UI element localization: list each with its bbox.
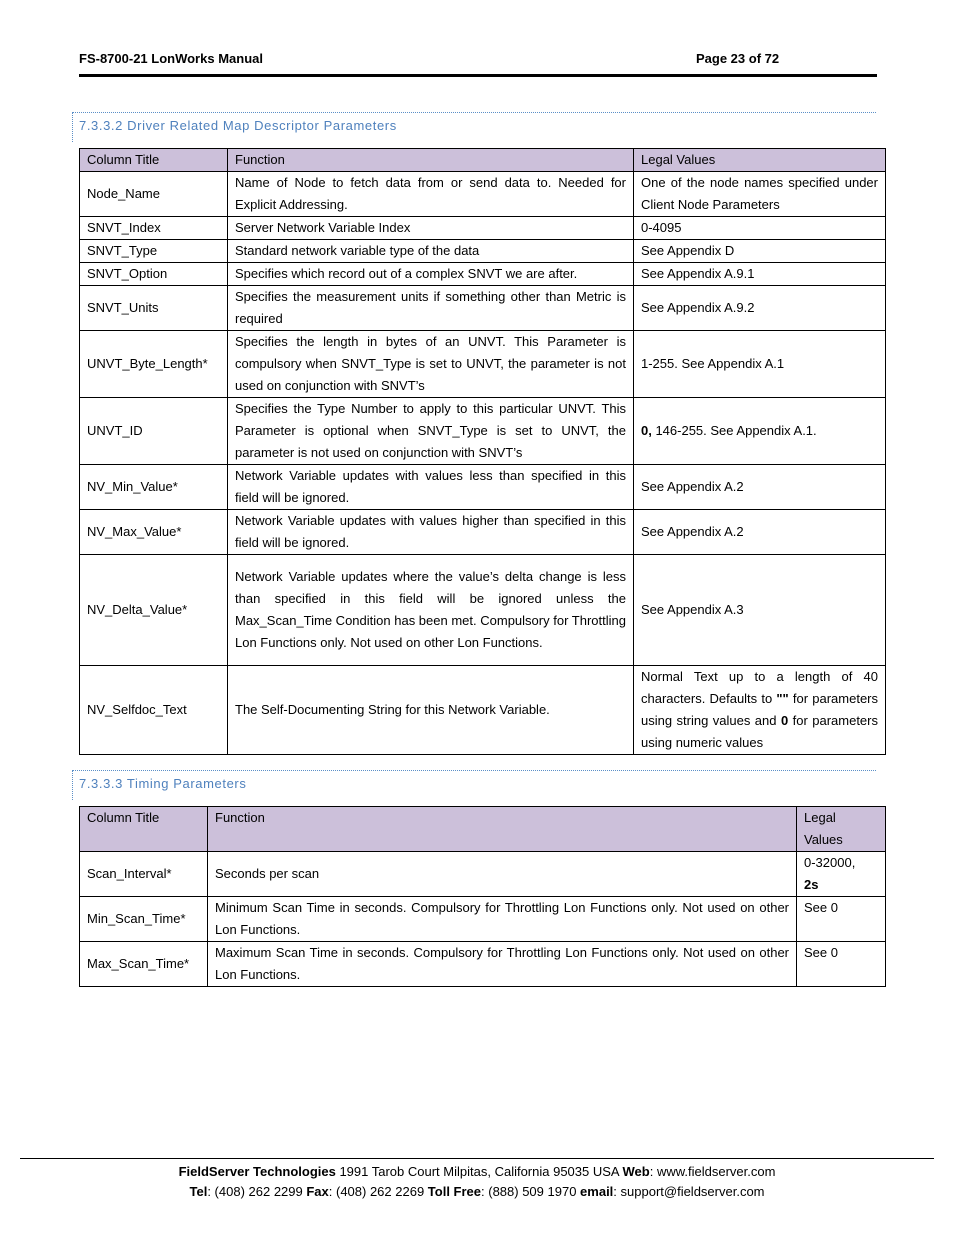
legal-text: for parameters using string values and [641, 691, 878, 728]
param-legal-values: 0-4095 [634, 217, 886, 240]
company-name: FieldServer Technologies [178, 1164, 336, 1179]
param-legal-values: See Appendix A.2 [634, 510, 886, 555]
param-legal-values: See Appendix A.9.2 [634, 286, 886, 331]
table-row [80, 852, 886, 897]
param-function: Network Variable updates with values less than specified in this field will be ignored. [228, 465, 634, 510]
param-function: Standard network variable type of the data [228, 240, 634, 263]
param-legal-values: See 0 [797, 897, 886, 942]
section-heading-text: 7.3.3.3 Timing Parameters [79, 776, 247, 791]
fax-label: Fax [306, 1184, 329, 1199]
param-function: Network Variable updates where the value’s delta change is less than specified in this field will be ignored unless the Max_Scan_Time Condition has been met. Compulsory for Throttling Lon Functions only. Not used on other Lon Functions. [228, 555, 634, 666]
param-function: Specifies the Type Number to apply to this particular UNVT. This Parameter is optional when SNVT_Type is set to UNVT, the parameter is not used on conjunction with SNVT’s [228, 398, 634, 465]
legal-zero: 0 [780, 713, 789, 728]
param-name: NV_Delta_Value* [80, 555, 228, 666]
param-function: Name of Node to fetch data from or send data to. Needed for Explicit Addressing. [228, 172, 634, 217]
param-name: SNVT_Option [80, 263, 228, 286]
table-row [80, 510, 886, 555]
param-legal-values: One of the node names specified under Client Node Parameters [634, 172, 886, 217]
param-function: Specifies which record out of a complex SNVT we are after. [228, 263, 634, 286]
footer-line-2 [0, 1182, 954, 1202]
param-name: SNVT_Units [80, 286, 228, 331]
param-name: Node_Name [80, 172, 228, 217]
email-address: : support@fieldserver.com [613, 1184, 765, 1199]
param-name: Min_Scan_Time* [80, 897, 208, 942]
param-legal-values: See Appendix A.3 [634, 555, 886, 666]
table-row [80, 240, 886, 263]
param-name: NV_Min_Value* [80, 465, 228, 510]
column-header: Column Title [80, 807, 208, 852]
table-row [80, 331, 886, 398]
table-row [80, 465, 886, 510]
timing-params-table [79, 806, 886, 987]
param-legal-values: See Appendix A.2 [634, 465, 886, 510]
param-function: Minimum Scan Time in seconds. Compulsory for Throttling Lon Functions only. Not used on other Lon Functions. [208, 897, 797, 942]
column-header: Function [228, 149, 634, 172]
param-name: UNVT_Byte_Length* [80, 331, 228, 398]
column-header: Legal Values [797, 807, 886, 852]
document-title: FS-8700-21 LonWorks Manual [79, 51, 263, 66]
table-row [80, 942, 886, 987]
param-legal-values: See 0 [797, 942, 886, 987]
driver-params-table [79, 148, 886, 755]
footer-line-1 [0, 1162, 954, 1182]
param-function: The Self-Documenting String for this Network Variable. [228, 666, 634, 755]
param-name: Scan_Interval* [80, 852, 208, 897]
company-address: 1991 Tarob Court Milpitas, California 95035 USA [335, 1164, 623, 1179]
legal-text: Normal Text up to a length of 40 characters. Defaults to [641, 669, 878, 706]
web-label: Web [622, 1164, 650, 1179]
column-header: Function [208, 807, 797, 852]
page-footer [0, 1162, 954, 1202]
table-row [80, 666, 886, 755]
param-name: NV_Selfdoc_Text [80, 666, 228, 755]
param-name: NV_Max_Value* [80, 510, 228, 555]
section-heading-timing-params [72, 770, 876, 800]
param-legal-values: See Appendix D [634, 240, 886, 263]
table-row [80, 172, 886, 217]
tel-number: : (408) 262 2299 [207, 1184, 307, 1199]
param-function: Specifies the measurement units if something other than Metric is required [228, 286, 634, 331]
param-function: Maximum Scan Time in seconds. Compulsory for Throttling Lon Functions only. Not used on other Lon Functions. [208, 942, 797, 987]
table-header-row [80, 149, 886, 172]
param-function: Specifies the length in bytes of an UNVT. This Parameter is compulsory when SNVT_Type is set to UNVT, the parameter is not used on conjunction with SNVT’s [228, 331, 634, 398]
param-name: UNVT_ID [80, 398, 228, 465]
param-name: Max_Scan_Time* [80, 942, 208, 987]
param-legal-values [634, 398, 886, 465]
table-header-row [80, 807, 886, 852]
table-row [80, 897, 886, 942]
email-label: email [580, 1184, 614, 1199]
fax-number: : (408) 262 2269 [328, 1184, 428, 1199]
param-legal-values [634, 666, 886, 755]
param-function: Server Network Variable Index [228, 217, 634, 240]
param-name: SNVT_Index [80, 217, 228, 240]
tollfree-number: : (888) 509 1970 [481, 1184, 581, 1199]
legal-text: for parameters using numeric values [641, 713, 878, 750]
web-address: : www.fieldserver.com [649, 1164, 776, 1179]
section-heading-driver-params [72, 112, 876, 142]
param-legal-values: See Appendix A.9.1 [634, 263, 886, 286]
table-row [80, 263, 886, 286]
param-legal-values: 1-255. See Appendix A.1 [634, 331, 886, 398]
legal-default-value: 2s [804, 877, 819, 892]
param-legal-values [797, 852, 886, 897]
page-header [79, 50, 877, 77]
param-name: SNVT_Type [80, 240, 228, 263]
legal-empty-string: "" [776, 691, 789, 706]
footer-divider [20, 1158, 934, 1159]
legal-range: 0-32000, [804, 855, 856, 870]
table-row [80, 286, 886, 331]
legal-range: 146-255. See Appendix A.1. [651, 423, 817, 438]
tollfree-label: Toll Free [427, 1184, 482, 1199]
param-function: Network Variable updates with values higher than specified in this field will be ignored. [228, 510, 634, 555]
tel-label: Tel [189, 1184, 208, 1199]
column-header: Column Title [80, 149, 228, 172]
table-row [80, 555, 886, 666]
table-row [80, 217, 886, 240]
column-header: Legal Values [634, 149, 886, 172]
table-row [80, 398, 886, 465]
legal-default-value: 0, [641, 423, 652, 438]
page-number: Page 23 of 72 [696, 51, 780, 66]
section-heading-text: 7.3.3.2 Driver Related Map Descriptor Parameters [79, 118, 397, 133]
param-function: Seconds per scan [208, 852, 797, 897]
